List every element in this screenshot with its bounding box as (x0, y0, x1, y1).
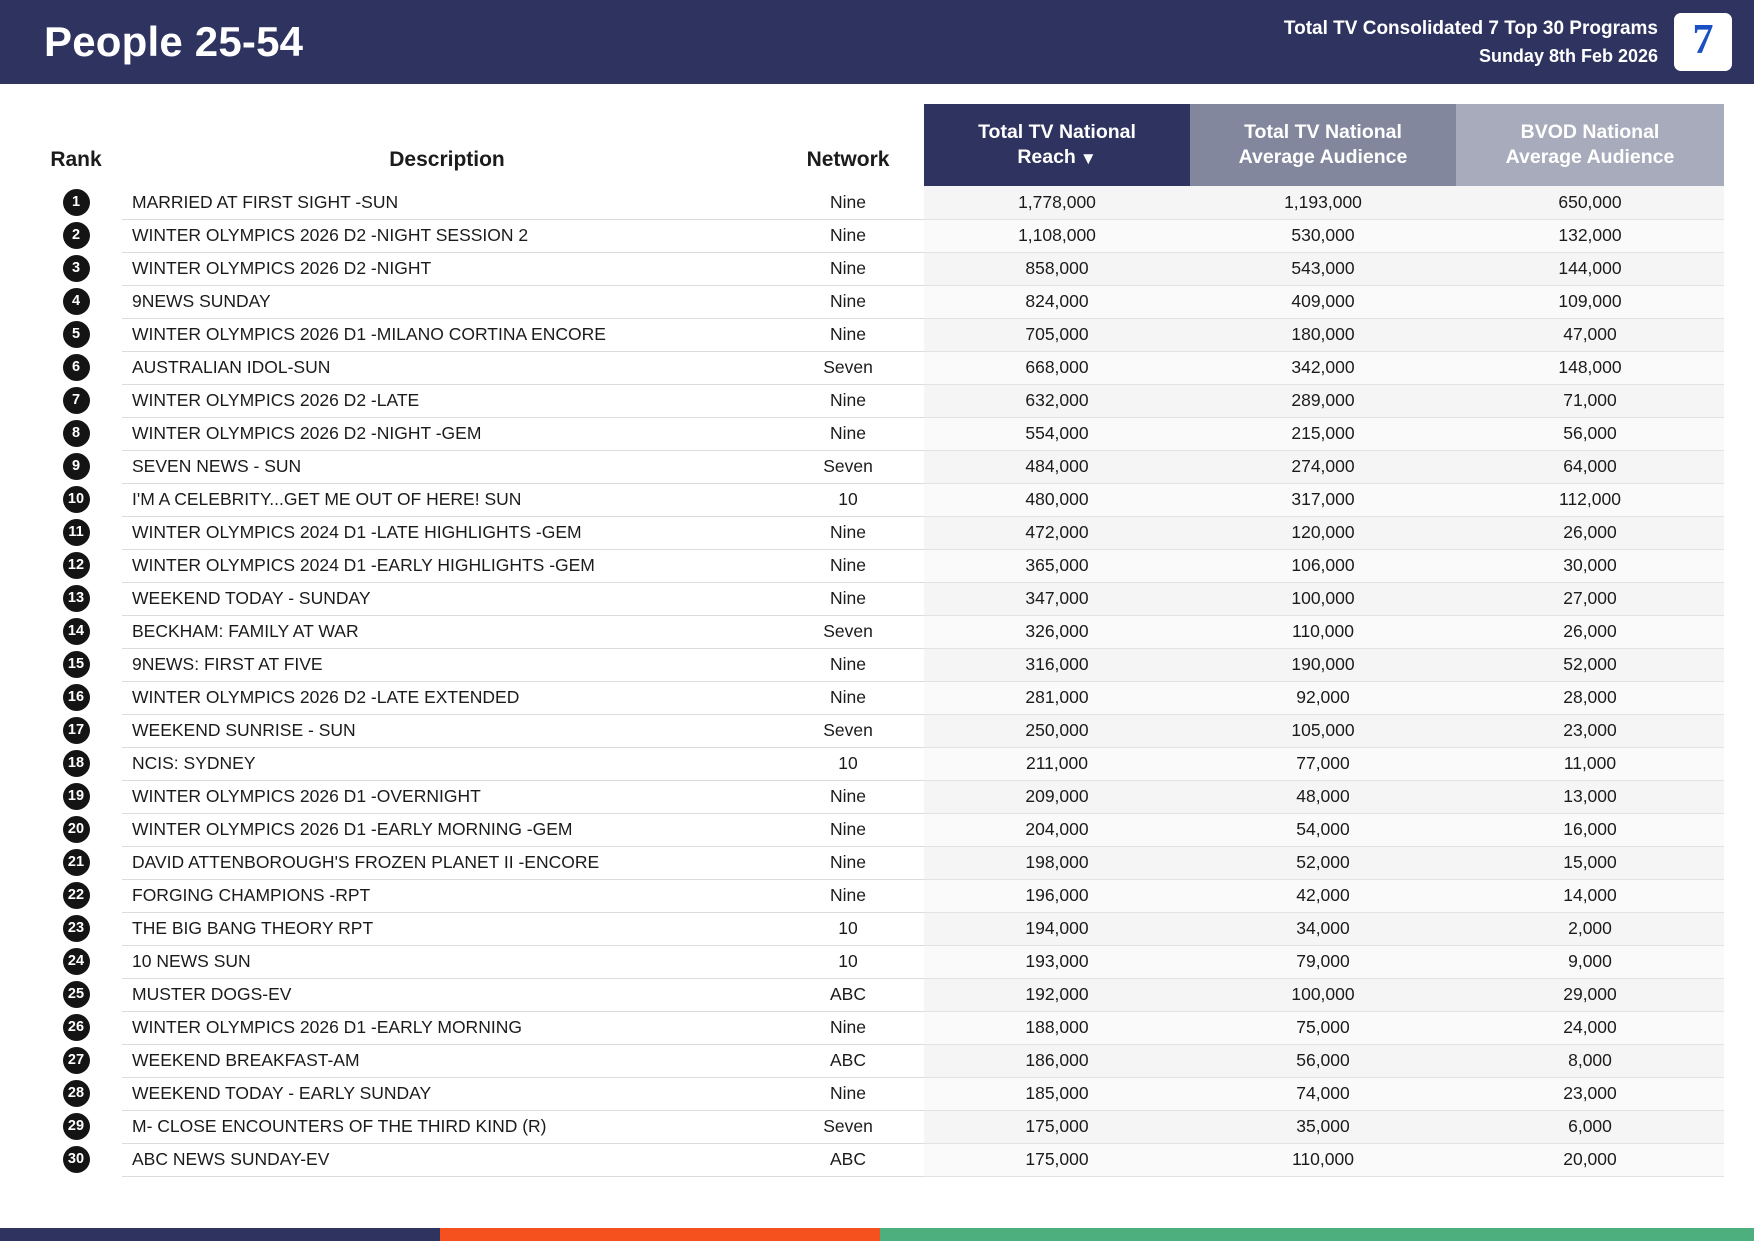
network-name: ABC (772, 1044, 924, 1077)
program-description: AUSTRALIAN IDOL-SUN (122, 351, 772, 384)
program-description: WINTER OLYMPICS 2026 D1 -OVERNIGHT (122, 780, 772, 813)
rank-cell (30, 813, 122, 846)
network-name: Nine (772, 285, 924, 318)
header-subtitle-block (1284, 15, 1658, 69)
table-row (30, 450, 1724, 483)
footer-color-segment (880, 1228, 1754, 1241)
network-name: Nine (772, 1011, 924, 1044)
table-row (30, 681, 1724, 714)
table-row (30, 945, 1724, 978)
total-tv-reach-value: 858,000 (924, 252, 1190, 285)
rank-badge: 16 (63, 684, 90, 711)
total-tv-average-audience-value: 530,000 (1190, 219, 1456, 252)
bvod-average-audience-value: 23,000 (1456, 714, 1724, 747)
rank-badge: 6 (63, 354, 90, 381)
table-row (30, 384, 1724, 417)
network-name: Nine (772, 516, 924, 549)
network-name: Nine (772, 384, 924, 417)
total-tv-reach-value: 198,000 (924, 846, 1190, 879)
program-description: ABC NEWS SUNDAY-EV (122, 1143, 772, 1176)
total-tv-average-audience-value: 110,000 (1190, 1143, 1456, 1176)
network-name: 10 (772, 912, 924, 945)
rank-cell (30, 615, 122, 648)
table-row (30, 318, 1724, 351)
bvod-average-audience-value: 9,000 (1456, 945, 1724, 978)
total-tv-average-audience-value: 110,000 (1190, 615, 1456, 648)
rank-badge: 26 (63, 1014, 90, 1041)
total-tv-average-audience-value: 75,000 (1190, 1011, 1456, 1044)
total-tv-average-audience-value: 105,000 (1190, 714, 1456, 747)
rank-badge: 13 (63, 585, 90, 612)
program-description: DAVID ATTENBOROUGH'S FROZEN PLANET II -ENCORE (122, 846, 772, 879)
program-description: WINTER OLYMPICS 2026 D2 -LATE EXTENDED (122, 681, 772, 714)
program-description: WINTER OLYMPICS 2026 D1 -MILANO CORTINA ENCORE (122, 318, 772, 351)
rank-cell (30, 483, 122, 516)
network-name: Nine (772, 1077, 924, 1110)
rank-badge: 17 (63, 717, 90, 744)
program-description: WEEKEND TODAY - EARLY SUNDAY (122, 1077, 772, 1110)
rank-cell (30, 912, 122, 945)
network-name: Nine (772, 549, 924, 582)
rank-badge: 24 (63, 948, 90, 975)
total-tv-reach-value: 211,000 (924, 747, 1190, 780)
bvod-average-audience-value: 29,000 (1456, 978, 1724, 1011)
total-tv-reach-value: 204,000 (924, 813, 1190, 846)
bvod-average-audience-value: 20,000 (1456, 1143, 1724, 1176)
total-tv-average-audience-value: 120,000 (1190, 516, 1456, 549)
network-name: Seven (772, 351, 924, 384)
bvod-average-audience-value: 112,000 (1456, 483, 1724, 516)
table-row (30, 780, 1724, 813)
page-title: People 25-54 (44, 18, 304, 65)
total-tv-average-audience-value: 409,000 (1190, 285, 1456, 318)
table-row (30, 285, 1724, 318)
total-tv-average-audience-value: 54,000 (1190, 813, 1456, 846)
program-description: WINTER OLYMPICS 2026 D2 -NIGHT SESSION 2 (122, 219, 772, 252)
bvod-average-audience-value: 16,000 (1456, 813, 1724, 846)
bvod-average-audience-value: 26,000 (1456, 615, 1724, 648)
rank-cell (30, 450, 122, 483)
column-header-reach-line2 (934, 145, 1180, 170)
total-tv-reach-value: 192,000 (924, 978, 1190, 1011)
bvod-average-audience-value: 8,000 (1456, 1044, 1724, 1077)
total-tv-reach-value: 193,000 (924, 945, 1190, 978)
program-description: M- CLOSE ENCOUNTERS OF THE THIRD KIND (R) (122, 1110, 772, 1143)
total-tv-reach-value: 480,000 (924, 483, 1190, 516)
rank-cell (30, 879, 122, 912)
table-row (30, 1143, 1724, 1176)
rank-badge: 19 (63, 783, 90, 810)
bvod-average-audience-value: 30,000 (1456, 549, 1724, 582)
program-description: MARRIED AT FIRST SIGHT -SUN (122, 186, 772, 219)
total-tv-average-audience-value: 543,000 (1190, 252, 1456, 285)
seven-logo-text: 7 (1692, 17, 1714, 63)
program-description: WINTER OLYMPICS 2026 D2 -LATE (122, 384, 772, 417)
column-header-aa-line1: Total TV National (1244, 121, 1402, 144)
rank-badge: 14 (63, 618, 90, 645)
table-body (30, 186, 1724, 1176)
network-name: Seven (772, 450, 924, 483)
rank-cell (30, 318, 122, 351)
total-tv-average-audience-value: 215,000 (1190, 417, 1456, 450)
column-header-description[interactable]: Description (389, 148, 505, 171)
total-tv-reach-value: 365,000 (924, 549, 1190, 582)
rank-cell (30, 252, 122, 285)
bvod-average-audience-value: 11,000 (1456, 747, 1724, 780)
column-header-rank[interactable]: Rank (50, 148, 102, 171)
total-tv-reach-value: 196,000 (924, 879, 1190, 912)
rank-badge: 18 (63, 750, 90, 777)
program-description: 9NEWS: FIRST AT FIVE (122, 648, 772, 681)
rank-badge: 29 (63, 1113, 90, 1140)
bvod-average-audience-value: 650,000 (1456, 186, 1724, 219)
rank-badge: 25 (63, 981, 90, 1008)
rank-cell (30, 648, 122, 681)
table-row (30, 1044, 1724, 1077)
total-tv-reach-value: 347,000 (924, 582, 1190, 615)
rank-badge: 3 (63, 255, 90, 282)
bvod-average-audience-value: 23,000 (1456, 1077, 1724, 1110)
bvod-average-audience-value: 64,000 (1456, 450, 1724, 483)
total-tv-reach-value: 281,000 (924, 681, 1190, 714)
bvod-average-audience-value: 132,000 (1456, 219, 1724, 252)
rank-badge: 4 (63, 288, 90, 315)
table-row (30, 1110, 1724, 1143)
network-name: Seven (772, 714, 924, 747)
program-description: WINTER OLYMPICS 2024 D1 -EARLY HIGHLIGHTS -GEM (122, 549, 772, 582)
network-name: Nine (772, 879, 924, 912)
network-name: Seven (772, 1110, 924, 1143)
rank-badge: 21 (63, 849, 90, 876)
total-tv-reach-value: 209,000 (924, 780, 1190, 813)
total-tv-average-audience-value: 34,000 (1190, 912, 1456, 945)
rank-cell (30, 219, 122, 252)
rank-badge: 23 (63, 915, 90, 942)
total-tv-reach-value: 185,000 (924, 1077, 1190, 1110)
network-name: Nine (772, 780, 924, 813)
report-header (0, 0, 1754, 84)
table-row (30, 186, 1724, 219)
total-tv-average-audience-value: 317,000 (1190, 483, 1456, 516)
table-row (30, 912, 1724, 945)
total-tv-reach-value: 705,000 (924, 318, 1190, 351)
footer-color-bar (0, 1228, 1754, 1241)
total-tv-reach-value: 484,000 (924, 450, 1190, 483)
program-description: 9NEWS SUNDAY (122, 285, 772, 318)
total-tv-average-audience-value: 180,000 (1190, 318, 1456, 351)
total-tv-average-audience-value: 42,000 (1190, 879, 1456, 912)
rank-cell (30, 285, 122, 318)
total-tv-reach-value: 632,000 (924, 384, 1190, 417)
program-description: BECKHAM: FAMILY AT WAR (122, 615, 772, 648)
table-row (30, 252, 1724, 285)
bvod-average-audience-value: 144,000 (1456, 252, 1724, 285)
table-row (30, 846, 1724, 879)
bvod-average-audience-value: 28,000 (1456, 681, 1724, 714)
table-row (30, 978, 1724, 1011)
program-description: WINTER OLYMPICS 2026 D1 -EARLY MORNING -GEM (122, 813, 772, 846)
footer-color-segment (440, 1228, 880, 1241)
network-name: 10 (772, 945, 924, 978)
table-row (30, 1011, 1724, 1044)
rank-badge: 20 (63, 816, 90, 843)
program-description: SEVEN NEWS - SUN (122, 450, 772, 483)
table-row (30, 747, 1724, 780)
table-row (30, 615, 1724, 648)
rank-badge: 28 (63, 1080, 90, 1107)
sort-descending-icon[interactable]: ▼ (1079, 149, 1097, 168)
rank-badge: 12 (63, 552, 90, 579)
total-tv-reach-value: 1,778,000 (924, 186, 1190, 219)
total-tv-average-audience-value: 190,000 (1190, 648, 1456, 681)
network-name: 10 (772, 747, 924, 780)
seven-logo (1674, 13, 1732, 71)
program-description: WINTER OLYMPICS 2026 D1 -EARLY MORNING (122, 1011, 772, 1044)
table-row (30, 879, 1724, 912)
total-tv-reach-value: 1,108,000 (924, 219, 1190, 252)
total-tv-average-audience-value: 106,000 (1190, 549, 1456, 582)
total-tv-reach-value: 175,000 (924, 1110, 1190, 1143)
program-description: MUSTER DOGS-EV (122, 978, 772, 1011)
bvod-average-audience-value: 6,000 (1456, 1110, 1724, 1143)
rank-cell (30, 780, 122, 813)
bvod-average-audience-value: 47,000 (1456, 318, 1724, 351)
rank-cell (30, 516, 122, 549)
header-report-date: Sunday 8th Feb 2026 (1478, 45, 1658, 66)
table-row (30, 483, 1724, 516)
total-tv-average-audience-value: 79,000 (1190, 945, 1456, 978)
rank-badge: 15 (63, 651, 90, 678)
bvod-average-audience-value: 24,000 (1456, 1011, 1724, 1044)
bvod-average-audience-value: 27,000 (1456, 582, 1724, 615)
total-tv-reach-value: 175,000 (924, 1143, 1190, 1176)
bvod-average-audience-value: 109,000 (1456, 285, 1724, 318)
network-name: Nine (772, 582, 924, 615)
total-tv-reach-value: 326,000 (924, 615, 1190, 648)
rank-cell (30, 582, 122, 615)
total-tv-reach-value: 188,000 (924, 1011, 1190, 1044)
total-tv-average-audience-value: 35,000 (1190, 1110, 1456, 1143)
table-row (30, 417, 1724, 450)
rank-cell (30, 186, 122, 219)
total-tv-average-audience-value: 289,000 (1190, 384, 1456, 417)
total-tv-average-audience-value: 74,000 (1190, 1077, 1456, 1110)
rank-cell (30, 1110, 122, 1143)
column-header-network[interactable]: Network (806, 148, 890, 171)
rank-cell (30, 1011, 122, 1044)
table-row (30, 582, 1724, 615)
program-description: THE BIG BANG THEORY RPT (122, 912, 772, 945)
rank-cell (30, 978, 122, 1011)
rank-cell (30, 549, 122, 582)
top-programs-table (30, 104, 1724, 1177)
total-tv-average-audience-value: 100,000 (1190, 978, 1456, 1011)
rank-cell (30, 846, 122, 879)
rank-badge: 2 (63, 222, 90, 249)
bvod-average-audience-value: 13,000 (1456, 780, 1724, 813)
rank-cell (30, 681, 122, 714)
total-tv-reach-value: 472,000 (924, 516, 1190, 549)
total-tv-average-audience-value: 77,000 (1190, 747, 1456, 780)
rank-cell (30, 417, 122, 450)
program-description: NCIS: SYDNEY (122, 747, 772, 780)
network-name: Nine (772, 318, 924, 351)
network-name: Nine (772, 681, 924, 714)
program-description: WEEKEND BREAKFAST-AM (122, 1044, 772, 1077)
total-tv-reach-value: 554,000 (924, 417, 1190, 450)
total-tv-reach-value: 186,000 (924, 1044, 1190, 1077)
footer-color-segment (0, 1228, 440, 1241)
bvod-average-audience-value: 15,000 (1456, 846, 1724, 879)
program-description: WEEKEND TODAY - SUNDAY (122, 582, 772, 615)
total-tv-reach-value: 668,000 (924, 351, 1190, 384)
network-name: ABC (772, 978, 924, 1011)
rank-badge: 10 (63, 486, 90, 513)
total-tv-average-audience-value: 92,000 (1190, 681, 1456, 714)
program-description: WINTER OLYMPICS 2026 D2 -NIGHT -GEM (122, 417, 772, 450)
total-tv-reach-value: 824,000 (924, 285, 1190, 318)
total-tv-average-audience-value: 1,193,000 (1190, 186, 1456, 219)
column-header-bvod-line2: Average Audience (1505, 146, 1675, 168)
program-description: I'M A CELEBRITY...GET ME OUT OF HERE! SUN (122, 483, 772, 516)
header-report-name: Total TV Consolidated 7 Top 30 Programs (1283, 18, 1658, 40)
rank-badge: 8 (63, 420, 90, 447)
network-name: Seven (772, 615, 924, 648)
total-tv-average-audience-value: 56,000 (1190, 1044, 1456, 1077)
bvod-average-audience-value: 52,000 (1456, 648, 1724, 681)
rank-badge: 27 (63, 1047, 90, 1074)
rank-cell (30, 351, 122, 384)
total-tv-average-audience-value: 52,000 (1190, 846, 1456, 879)
table-row (30, 219, 1724, 252)
column-header-reach-text: Reach (1017, 146, 1076, 168)
bvod-average-audience-value: 148,000 (1456, 351, 1724, 384)
network-name: 10 (772, 483, 924, 516)
table-row (30, 1077, 1724, 1110)
column-header-bvod-line1: BVOD National (1520, 121, 1660, 144)
rank-cell (30, 945, 122, 978)
rank-badge: 1 (63, 189, 90, 216)
table-row (30, 813, 1724, 846)
bvod-average-audience-value: 14,000 (1456, 879, 1724, 912)
rank-badge: 30 (63, 1146, 90, 1173)
rank-cell (30, 1077, 122, 1110)
program-description: 10 NEWS SUN (122, 945, 772, 978)
table-row (30, 549, 1724, 582)
rank-badge: 5 (63, 321, 90, 348)
rank-cell (30, 747, 122, 780)
table-row (30, 648, 1724, 681)
total-tv-average-audience-value: 100,000 (1190, 582, 1456, 615)
table-header (30, 104, 1724, 186)
header-right-group (1284, 13, 1732, 71)
rank-badge: 22 (63, 882, 90, 909)
bvod-average-audience-value: 2,000 (1456, 912, 1724, 945)
network-name: Nine (772, 417, 924, 450)
program-description: WINTER OLYMPICS 2026 D2 -NIGHT (122, 252, 772, 285)
program-description: WINTER OLYMPICS 2024 D1 -LATE HIGHLIGHTS -GEM (122, 516, 772, 549)
column-header-total-tv-average-audience[interactable] (1190, 104, 1456, 186)
network-name: Nine (772, 252, 924, 285)
network-name: Nine (772, 813, 924, 846)
rank-cell (30, 1143, 122, 1176)
network-name: Nine (772, 846, 924, 879)
bvod-average-audience-value: 71,000 (1456, 384, 1724, 417)
rank-badge: 9 (63, 453, 90, 480)
rank-cell (30, 714, 122, 747)
column-header-reach-line1: Total TV National (978, 121, 1136, 144)
total-tv-average-audience-value: 274,000 (1190, 450, 1456, 483)
table-row (30, 351, 1724, 384)
bvod-average-audience-value: 26,000 (1456, 516, 1724, 549)
column-header-bvod-average-audience[interactable] (1456, 104, 1724, 186)
table-row (30, 516, 1724, 549)
rank-cell (30, 384, 122, 417)
table-container (0, 104, 1754, 1177)
total-tv-reach-value: 316,000 (924, 648, 1190, 681)
rank-cell (30, 1044, 122, 1077)
column-header-total-tv-reach[interactable] (924, 104, 1190, 186)
total-tv-reach-value: 250,000 (924, 714, 1190, 747)
network-name: Nine (772, 648, 924, 681)
rank-badge: 11 (63, 519, 90, 546)
total-tv-reach-value: 194,000 (924, 912, 1190, 945)
rank-badge: 7 (63, 387, 90, 414)
total-tv-average-audience-value: 48,000 (1190, 780, 1456, 813)
total-tv-average-audience-value: 342,000 (1190, 351, 1456, 384)
network-name: Nine (772, 186, 924, 219)
network-name: ABC (772, 1143, 924, 1176)
program-description: WEEKEND SUNRISE - SUN (122, 714, 772, 747)
column-header-aa-line2: Average Audience (1238, 146, 1408, 168)
network-name: Nine (772, 219, 924, 252)
table-row (30, 714, 1724, 747)
program-description: FORGING CHAMPIONS -RPT (122, 879, 772, 912)
bvod-average-audience-value: 56,000 (1456, 417, 1724, 450)
